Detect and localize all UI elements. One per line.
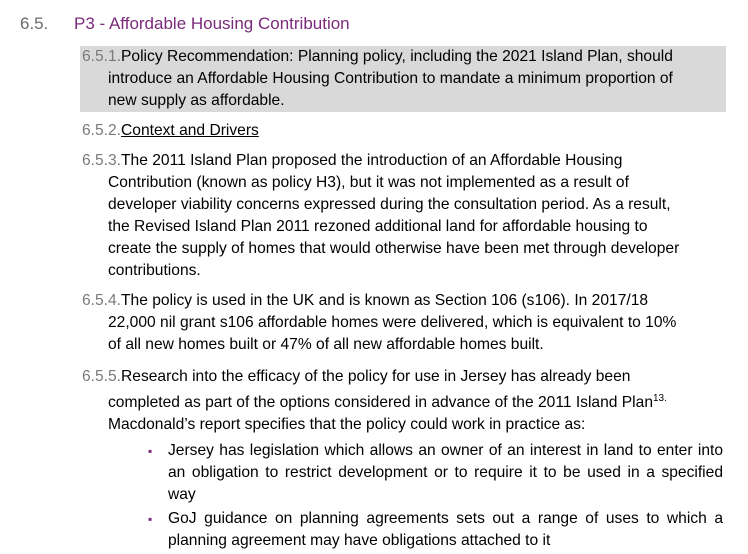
list-item (148, 508, 723, 552)
context-heading-paragraph (82, 120, 732, 142)
subheading: Context and Drivers (121, 122, 259, 139)
bullet-list (148, 440, 723, 554)
paragraph-line: of all new homes built or 47% of all new affordable homes built. (108, 336, 544, 353)
paragraph-line: The policy is used in the UK and is known as Section 106 (s106). In 2017/18 (121, 292, 649, 309)
paragraph-line: 22,000 nil grant s106 affordable homes were delivered, which is equivalent to 10% (108, 314, 677, 331)
paragraph-line: the Revised Island Plan 2011 rezoned additional land for affordable housing to (108, 218, 648, 235)
section-number: 6.5. (20, 14, 49, 33)
paragraph-line: Policy Recommendation: Planning policy, including the 2021 Island Plan, should (121, 48, 673, 65)
section-106-paragraph (82, 290, 732, 356)
list-item (148, 440, 723, 506)
section-title: P3 - Affordable Housing Contribution (74, 14, 350, 33)
paragraph-line: introduce an Affordable Housing Contribution to mandate a minimum proportion of (108, 70, 673, 87)
paragraph-line: completed as part of the options considered in advance of the 2011 Island Plan (108, 394, 653, 411)
paragraph-number: 6.5.2. (82, 122, 122, 139)
footnote-ref[interactable]: 13. (653, 393, 667, 404)
paragraph-number: 6.5.5. (82, 368, 122, 385)
policy-recommendation-paragraph (80, 46, 726, 112)
paragraph-line: developer viability concerns expressed during the consultation period. As a result, (108, 196, 671, 213)
island-plan-paragraph (82, 150, 732, 282)
research-paragraph (82, 366, 732, 436)
paragraph-number: 6.5.4. (82, 292, 122, 309)
paragraph-number: 6.5.1. (82, 48, 122, 65)
paragraph-line: The 2011 Island Plan proposed the introduction of an Affordable Housing (121, 152, 623, 169)
paragraph-number: 6.5.3. (82, 152, 122, 169)
paragraph-line: Research into the efficacy of the policy for use in Jersey has already been (121, 368, 631, 385)
paragraph-line: new supply as affordable. (108, 92, 285, 109)
paragraph-line: contributions. (108, 262, 201, 279)
paragraph-line: Contribution (known as policy H3), but it was not implemented as a result of (108, 174, 629, 191)
list-item-text: Jersey has legislation which allows an owner of an interest in land to enter into an obligation to restrict development or to require it to be used in a specified way (168, 442, 723, 503)
square-bullet-icon: ▪ (148, 512, 153, 526)
paragraph-line: create the supply of homes that would otherwise have been met through developer (108, 240, 680, 257)
paragraph-line: Macdonald’s report specifies that the policy could work in practice as: (108, 416, 586, 433)
square-bullet-icon: ▪ (148, 444, 153, 458)
list-item-text: GoJ guidance on planning agreements sets out a range of uses to which a planning agreement may have obligations attached to it (168, 510, 723, 549)
